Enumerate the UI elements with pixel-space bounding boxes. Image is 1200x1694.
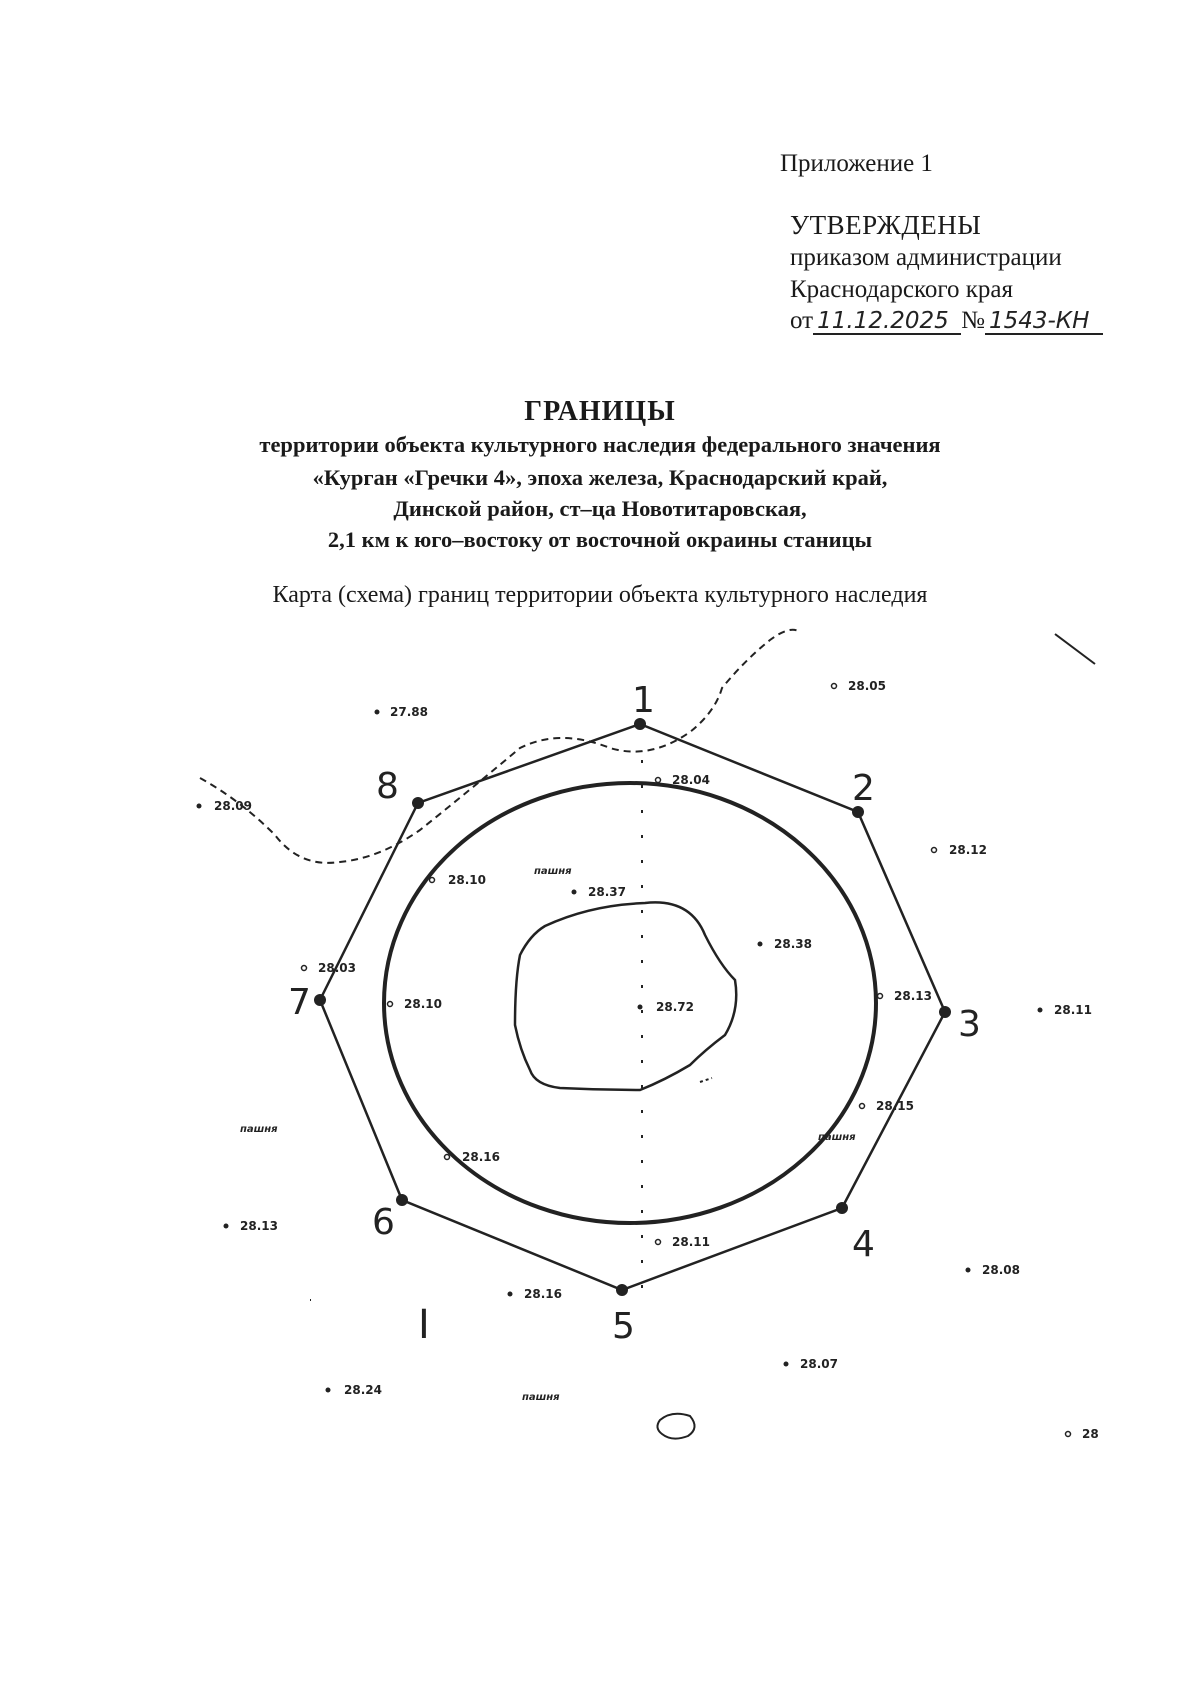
elevation-dot [656,778,661,783]
elevation-label: 28.11 [672,1235,710,1249]
vertex-label-3: 3 [958,1004,981,1045]
date-prefix: от [790,307,814,334]
approved-heading: УТВЕРЖДЕНЫ [790,210,982,240]
map-extra-mark: I [418,1302,430,1348]
mound-outer-contour [384,783,876,1223]
vertex-label-7: 7 [288,982,311,1023]
elevation-dot [302,966,307,971]
elevation-dot [1038,1008,1043,1013]
elevation-dot [445,1155,450,1160]
elevation-dot [430,878,435,883]
elevation-label: 28.15 [876,1099,914,1113]
elevation-label: 28 [1082,1427,1099,1441]
elevation-label: 28.16 [462,1150,500,1164]
elevation-dot [224,1224,229,1229]
elevation-label: 28.11 [1054,1003,1092,1017]
vertex-point-5 [616,1284,628,1296]
vertex-point-6 [396,1194,408,1206]
elevation-label: 28.38 [774,937,812,951]
small-dash-mark [700,1078,712,1082]
approved-by-line-1: приказом администрации [790,244,1062,271]
land-label: пашня [818,1132,856,1143]
elevation-dot [758,942,763,947]
elevation-dot [966,1268,971,1273]
elevation-label: 28.24 [344,1383,382,1397]
mound-top-contour [515,902,736,1090]
title-line-3: Динской район, ст–ца Новотитаровская, [393,496,807,521]
upper-edge-line [1055,634,1095,664]
vertex-point-3 [939,1006,951,1018]
elevation-dot [388,1002,393,1007]
elevation-label: 28.07 [800,1357,838,1371]
vertex-point-4 [836,1202,848,1214]
elevation-label: 28.37 [588,885,626,899]
elevation-dot [375,710,380,715]
elevation-label: 27.88 [390,705,428,719]
title-line-4: 2,1 км к юго–востоку от восточной окраины станицы [327,527,873,552]
vertex-label-8: 8 [376,766,399,807]
approval-number: 1543-КН [985,309,1103,335]
vertex-point-8 [412,797,424,809]
elevation-label: 28.10 [448,873,486,887]
elevation-label: 28.09 [214,799,252,813]
document-title: ГРАНИЦЫ [524,396,676,427]
elevation-dot [197,804,202,809]
approved-by-line-2: Краснодарского края [790,276,1013,303]
map-caption: Карта (схема) границ территории объекта культурного наследия [272,582,928,608]
dashed-boundary-line [200,630,800,863]
title-line-2: «Курган «Гречки 4», эпоха железа, Краснодарский край, [312,465,888,490]
elevation-dot [656,1240,661,1245]
elevation-label: 28.08 [982,1263,1020,1277]
vertex-point-7 [314,994,326,1006]
elevation-label: 28.05 [848,679,886,693]
elevation-dot [508,1292,513,1297]
elevation-dot [932,848,937,853]
vertex-label-4: 4 [852,1224,875,1265]
elevation-label: 28.04 [672,773,710,787]
vertex-label-5: 5 [612,1306,635,1347]
small-pit-contour [657,1414,694,1439]
title-line-1: территории объекта культурного наследия федерального значения [259,432,941,457]
elevation-label: 28.72 [656,1000,694,1014]
elevation-dot [832,684,837,689]
vertex-label-6: 6 [372,1202,395,1243]
elevation-dot [878,994,883,999]
elevation-dot [860,1104,865,1109]
elevation-label: 28.10 [404,997,442,1011]
elevation-label: 28.12 [949,843,987,857]
elevation-label: 28.13 [240,1219,278,1233]
vertex-label-1: 1 [632,680,655,721]
elevation-dot [784,1362,789,1367]
appendix-label: Приложение 1 [780,150,933,177]
land-label: пашня [534,866,572,877]
elevation-dot [326,1388,331,1393]
vertex-label-2: 2 [852,768,875,809]
elevation-label: 28.13 [894,989,932,1003]
number-prefix: № [961,307,985,334]
elevation-dot [572,890,577,895]
approval-date: 11.12.2025 [813,309,961,335]
land-label: пашня [240,1124,278,1135]
land-label: пашня [522,1392,560,1403]
elevation-dot [638,1005,643,1010]
elevation-label: 28.03 [318,961,356,975]
elevation-marks [197,679,1099,1441]
elevation-label: 28.16 [524,1287,562,1301]
elevation-dot [1066,1432,1071,1437]
